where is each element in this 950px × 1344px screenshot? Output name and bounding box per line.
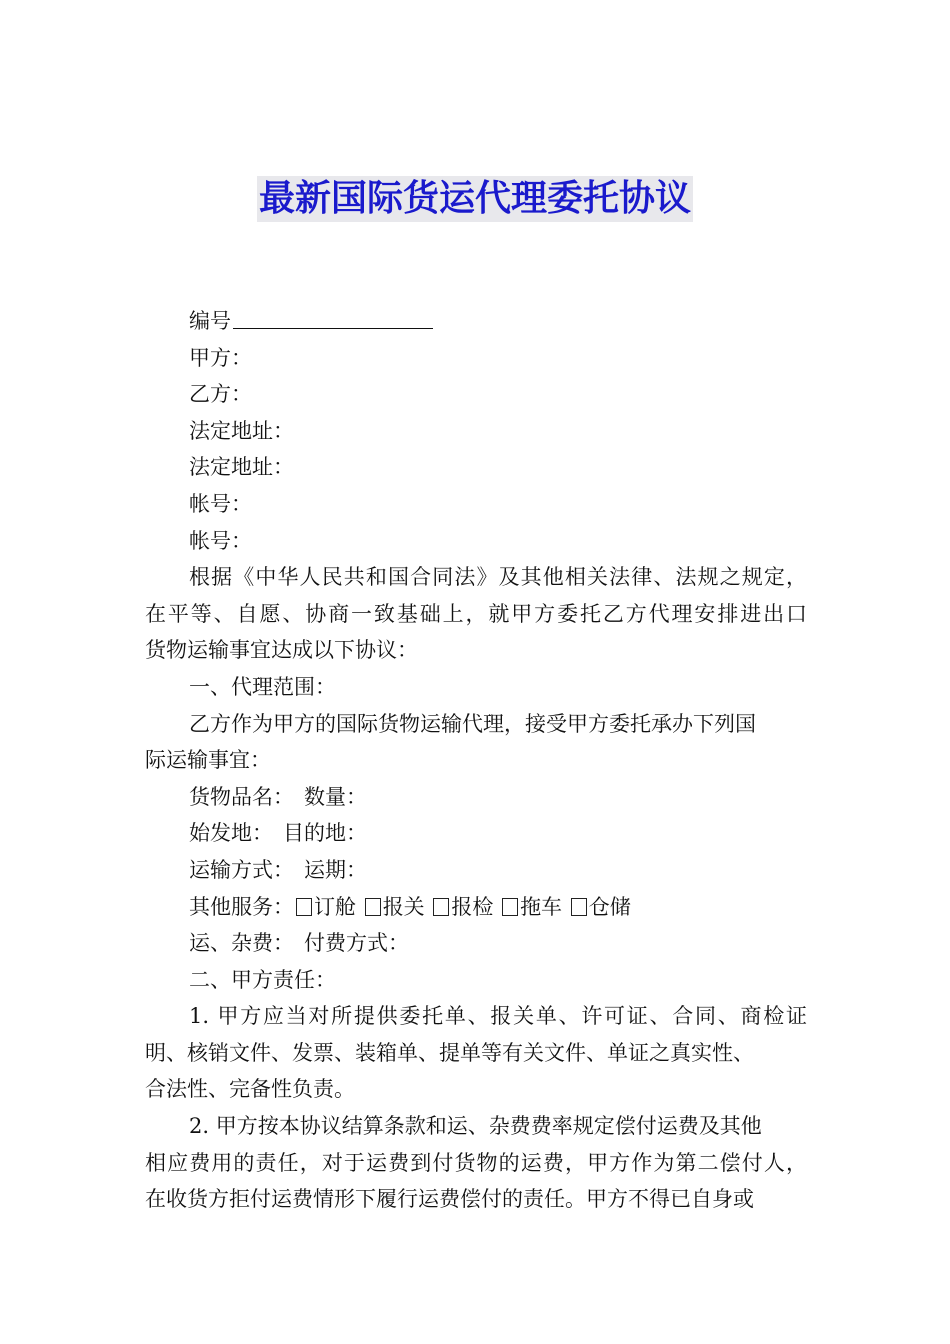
transport-label: 运输方式： <box>189 857 294 882</box>
service-customs: 报关 <box>382 894 425 919</box>
section2-item1-line-3: 合法性、完备性负责。 <box>145 1077 355 1102</box>
title-container <box>0 176 950 222</box>
intro-line-3: 货物运输事宜达成以下协议： <box>145 638 418 663</box>
section1-desc-line-2: 际运输事宜： <box>145 748 271 773</box>
services-label: 其他服务： <box>189 894 294 919</box>
services-line <box>145 889 807 926</box>
section2-item2-line-2: 相应费用的责任，对于运费到付货物的运费，甲方作为第二偿付人， <box>145 1150 807 1175</box>
checkbox-inspection[interactable] <box>433 898 449 916</box>
service-inspection: 报检 <box>451 894 494 919</box>
origin-line <box>145 815 807 852</box>
section2-heading: 二、甲方责任： <box>189 967 336 992</box>
destination-label: 目的地： <box>283 821 367 846</box>
address-line-2: 法定地址： <box>189 455 294 480</box>
section1-desc-line-1: 乙方作为甲方的国际货物运输代理，接受甲方委托承办下列国 <box>189 711 756 736</box>
serial-number-blank <box>233 306 433 329</box>
party-a-line: 甲方： <box>189 345 252 370</box>
goods-line <box>145 779 807 816</box>
document-body <box>145 303 807 1218</box>
goods-label: 货物品名： <box>189 784 294 809</box>
fees-line <box>145 925 807 962</box>
address-line-1: 法定地址： <box>189 418 294 443</box>
fees-label: 运、杂费： <box>189 931 294 956</box>
service-warehousing: 仓储 <box>588 894 631 919</box>
section2-item2-line-3: 在收货方拒付运费情形下履行运费偿付的责任。甲方不得已自身或 <box>145 1187 754 1212</box>
payment-label: 付费方式： <box>304 931 409 956</box>
document-title: 最新国际货运代理委托协议 <box>257 176 693 222</box>
checkbox-warehousing[interactable] <box>571 898 587 916</box>
period-label: 运期： <box>304 857 367 882</box>
account-line-2: 帐号： <box>189 528 252 553</box>
intro-line-2: 在平等、自愿、协商一致基础上，就甲方委托乙方代理安排进出口 <box>145 601 807 626</box>
section2-item1-line-2: 明、核销文件、发票、装箱单、提单等有关文件、单证之真实性、 <box>145 1040 754 1065</box>
account-line-1: 帐号： <box>189 491 252 516</box>
section2-item1-line-1: 1. 甲方应当对所提供委托单、报关单、许可证、合同、商检证 <box>189 1004 807 1029</box>
checkbox-trucking[interactable] <box>502 898 518 916</box>
intro-line-1: 根据《中华人民共和国合同法》及其他相关法律、法规之规定， <box>189 565 807 590</box>
origin-label: 始发地： <box>189 821 273 846</box>
service-trucking: 拖车 <box>520 894 563 919</box>
party-b-line: 乙方： <box>189 382 252 407</box>
checkbox-customs[interactable] <box>365 898 381 916</box>
serial-label: 编号 <box>189 309 231 333</box>
service-booking: 订舱 <box>314 894 356 919</box>
serial-number-line <box>145 303 807 340</box>
transport-line <box>145 852 807 889</box>
checkbox-booking[interactable] <box>296 898 312 916</box>
quantity-label: 数量： <box>304 784 367 809</box>
section2-item2-line-1: 2. 甲方按本协议结算条款和运、杂费费率规定偿付运费及其他 <box>189 1114 762 1139</box>
section1-heading: 一、代理范围： <box>189 674 336 699</box>
